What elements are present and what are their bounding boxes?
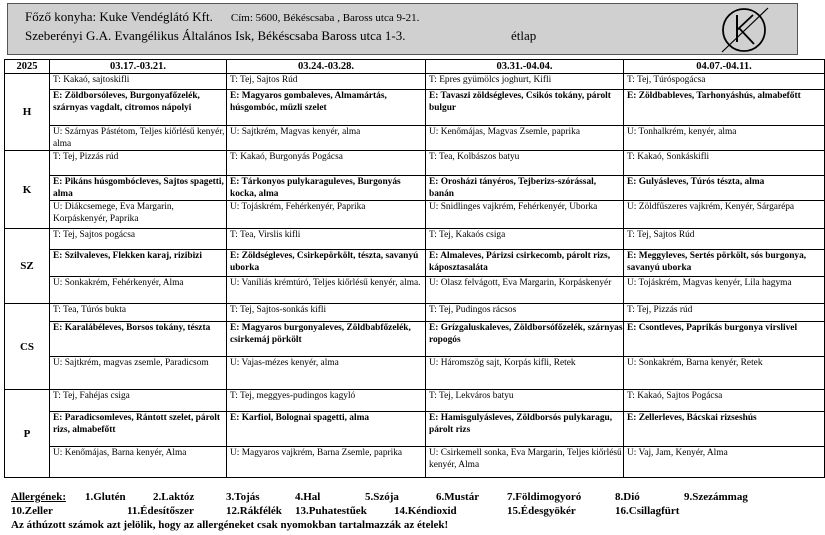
- snack-item: U: Háromszög sajt, Korpás kifli, Retek: [426, 356, 623, 389]
- snack-item: U: Magyaros vajkrém, Barna Zsemle, paprika: [227, 446, 425, 477]
- allergen-item: 9.Szezámmag: [684, 491, 748, 503]
- snack-item: U: Tojáskrém, Fehérkenyér, Paprika: [227, 200, 425, 228]
- lunch-item: E: Karfiol, Bolognai spagetti, alma: [227, 411, 425, 446]
- snack-item: U: Sajtkrém, Magvas kenyér, alma: [227, 125, 425, 150]
- allergen-item: 8.Dió: [615, 491, 640, 503]
- week-header: 03.24.-03.28.: [227, 60, 426, 74]
- breakfast-item: T: Tej, Sajtos Rúd: [627, 230, 695, 240]
- allergen-row-1: [11, 490, 748, 504]
- allergen-item: 3.Tojás: [226, 491, 260, 503]
- breakfast-item: T: Tea, Kolbászos batyu: [429, 152, 520, 162]
- allergen-item: 1.Glutén: [85, 491, 126, 503]
- snack-item: U: Vaníliás krémtúró, Teljes kiőrlésű kenyér, alma.: [227, 276, 425, 303]
- breakfast-item: T: Tej, Túróspogácsa: [627, 75, 706, 85]
- school-name: Szeberényi G.A. Evangélikus Általános Isk, Békéscsaba Baross utca 1-3.: [25, 28, 406, 43]
- menu-cell: [227, 229, 426, 304]
- lunch-item: E: Almaleves, Párizsi csirkecomb, párolt rizs, káposztasaláta: [426, 249, 623, 276]
- lunch-item: E: Paradicsomleves, Rántott szelet, párolt rizs, almabefőtt: [50, 411, 226, 446]
- weekly-menu-table: [4, 59, 825, 478]
- allergen-item: 14.Kéndioxid: [394, 505, 457, 517]
- lunch-item: E: Pikáns húsgombócleves, Sajtos spagetti, alma: [50, 175, 226, 200]
- snack-item: U: Snidlinges vajkrém, Fehérkenyér, Uborka: [426, 200, 623, 228]
- day-label: SZ: [5, 229, 50, 304]
- lunch-item: E: Zellerleves, Bácskai rizseshús: [624, 411, 824, 446]
- lunch-item: E: Meggyleves, Sertés pörkölt, sós burgonya, savanyú uborka: [624, 249, 824, 276]
- lunch-item: E: Magyaros burgonyaleves, Zöldbabfőzelék, csirkemáj pörkölt: [227, 321, 425, 356]
- breakfast-item: T: Epres gyümölcs joghurt, Kifli: [429, 75, 552, 85]
- header-line-1: [25, 9, 419, 25]
- allergen-legend: [11, 490, 748, 532]
- snack-item: U: Olasz felvágott, Eva Margarin, Korpáskenyér: [426, 276, 623, 303]
- breakfast-item: T: Kakaó, Sajtos Pogácsa: [627, 391, 723, 401]
- allergen-item: 11.Édesítőszer: [127, 505, 194, 517]
- allergen-item: 4.Hal: [295, 491, 321, 503]
- week-header: 04.07.-04.11.: [624, 60, 825, 74]
- snack-item: U: Kenőmájas, Barna kenyér, Alma: [50, 446, 226, 477]
- allergen-item: 10.Zeller: [11, 505, 53, 517]
- menu-cell: [227, 151, 426, 229]
- menu-cell: [426, 390, 624, 478]
- snack-item: U: Szárnyas Pástétom, Teljes kiőrlésű kenyér, alma: [50, 125, 226, 150]
- allergen-item: 2.Laktóz: [153, 491, 195, 503]
- lunch-item: E: Hamisgulyásleves, Zöldborsós pulykaragu, párolt rizs: [426, 411, 623, 446]
- breakfast-item: T: Tej, Sajtos-sonkás kifli: [230, 305, 327, 315]
- snack-item: U: Vaj, Jam, Kenyér, Alma: [624, 446, 824, 477]
- menu-cell: [50, 304, 227, 390]
- lunch-item: E: Grízgaluskaleves, Zöldborsófőzelék, szárnyas ropogós: [426, 321, 623, 356]
- header-banner: [7, 3, 798, 55]
- day-label: CS: [5, 304, 50, 390]
- menu-cell: [227, 304, 426, 390]
- lunch-item: E: Tárkonyos pulykaraguleves, Burgonyás kocka, alma: [227, 175, 425, 200]
- menu-cell: [624, 304, 825, 390]
- allergen-item: 6.Mustár: [436, 491, 480, 503]
- kitchen-address: Cím: 5600, Békéscsaba , Baross utca 9-21.: [230, 12, 420, 24]
- snack-item: U: Tojáskrém, Magvas kenyér, Lila hagyma: [624, 276, 824, 303]
- menu-cell: [426, 74, 624, 151]
- breakfast-item: T: Tea, Virslis kifli: [230, 230, 301, 240]
- breakfast-item: T: Kakaó, Burgonyás Pogácsa: [230, 152, 343, 162]
- circle-k-logo: [720, 6, 770, 54]
- breakfast-item: T: Tej, Fahéjas csiga: [53, 391, 130, 401]
- breakfast-item: T: Tej, Sajtos Rúd: [230, 75, 298, 85]
- day-row: [5, 304, 825, 390]
- allergen-item: 16.Csillagfürt: [615, 505, 680, 517]
- breakfast-item: T: Kakaó, Sonkáskifli: [627, 152, 710, 162]
- day-row: [5, 74, 825, 151]
- day-row: [5, 229, 825, 304]
- breakfast-item: T: Tea, Túrós bukta: [53, 305, 126, 315]
- allergen-item: 15.Édesgyökér: [507, 505, 576, 517]
- allergen-item: 5.Szója: [365, 491, 399, 503]
- menu-cell: [50, 151, 227, 229]
- menu-cell: [50, 229, 227, 304]
- day-row: [5, 151, 825, 229]
- menu-label: étlap: [511, 28, 537, 43]
- snack-item: U: Sonkakrém, Fehérkenyér, Alma: [50, 276, 226, 303]
- menu-cell: [50, 74, 227, 151]
- breakfast-item: T: Tej, Pizzás rúd: [627, 305, 693, 315]
- snack-item: U: Csirkemell sonka, Eva Margarin, Teljes kiőrlésű kenyér, Alma: [426, 446, 623, 477]
- lunch-item: E: Orosházi tányéros, Tejberizs-szórással, banán: [426, 175, 623, 200]
- menu-cell: [624, 229, 825, 304]
- menu-cell: [426, 151, 624, 229]
- snack-item: U: Sajtkrém, magvas zsemle, Paradicsom: [50, 356, 226, 389]
- snack-item: U: Diákcsemege, Eva Margarin, Korpáskenyér, Paprika: [50, 200, 226, 228]
- day-row: [5, 390, 825, 478]
- header-line-2: [25, 28, 537, 44]
- menu-cell: [426, 304, 624, 390]
- week-header: 03.31.-04.04.: [426, 60, 624, 74]
- breakfast-item: T: Tej, Lekváros batyu: [429, 391, 514, 401]
- snack-item: U: Tonhalkrém, kenyér, alma: [624, 125, 824, 150]
- menu-cell: [426, 229, 624, 304]
- kitchen-name: Főző konyha: Kuke Vendéglátó Kft.: [25, 9, 213, 24]
- week-header-row: [5, 60, 825, 74]
- allergen-item: 12.Rákfélék: [226, 505, 282, 517]
- snack-item: U: Vajas-mézes kenyér, alma: [227, 356, 425, 389]
- lunch-item: E: Magyaros gombaleves, Almamártás, húsgombóc, müzli szelet: [227, 89, 425, 125]
- lunch-item: E: Karalábéleves, Borsos tokány, tészta: [50, 321, 226, 356]
- day-label: P: [5, 390, 50, 478]
- snack-item: U: Kenőmájas, Magvas Zsemle, paprika: [426, 125, 623, 150]
- breakfast-item: T: Kakaó, sajtoskifli: [53, 75, 130, 85]
- allergen-row-2: [11, 504, 680, 518]
- lunch-item: E: Szilvaleves, Flekken karaj, rizibizi: [50, 249, 226, 276]
- lunch-item: E: Zöldbableves, Tarhonyáshús, almabefőtt: [624, 89, 824, 125]
- allergen-item: 13.Puhatestűek: [295, 505, 367, 517]
- year-header: 2025: [5, 60, 50, 74]
- menu-cell: [624, 151, 825, 229]
- day-label: K: [5, 151, 50, 229]
- lunch-item: E: Zöldborsóleves, Burgonyafőzelék, szárnyas vagdalt, citromos nápolyi: [50, 89, 226, 125]
- breakfast-item: T: Tej, Pizzás rúd: [53, 152, 119, 162]
- lunch-item: E: Zöldségleves, Csirkepörkölt, tészta, savanyú uborka: [227, 249, 425, 276]
- lunch-item: E: Tavaszi zöldségleves, Csikós tokány, párolt bulgur: [426, 89, 623, 125]
- lunch-item: E: Gulyásleves, Túrós tészta, alma: [624, 175, 824, 200]
- menu-cell: [227, 390, 426, 478]
- allergen-item: 7.Földimogyoró: [507, 491, 582, 503]
- menu-cell: [50, 390, 227, 478]
- allergen-note: Az áthúzott számok azt jelölik, hogy az allergéneket csak nyomokban tartalmazzák az ételek!: [11, 519, 449, 531]
- menu-cell: [624, 74, 825, 151]
- breakfast-item: T: Tej, Pudingos rácsos: [429, 305, 517, 315]
- breakfast-item: T: Tej, meggyes-pudingos kagyló: [230, 391, 356, 401]
- menu-cell: [227, 74, 426, 151]
- breakfast-item: T: Tej, Sajtos pogácsa: [53, 230, 136, 240]
- snack-item: U: Zöldfűszeres vajkrém, Kenyér, Sárgarépa: [624, 200, 824, 228]
- menu-cell: [624, 390, 825, 478]
- snack-item: U: Sonkakrém, Barna kenyér, Retek: [624, 356, 824, 389]
- lunch-item: E: Csontleves, Paprikás burgonya virslivel: [624, 321, 824, 356]
- breakfast-item: T: Tej, Kakaós csiga: [429, 230, 506, 240]
- week-header: 03.17.-03.21.: [50, 60, 227, 74]
- day-label: H: [5, 74, 50, 151]
- allergen-title: Allergének:: [11, 491, 66, 503]
